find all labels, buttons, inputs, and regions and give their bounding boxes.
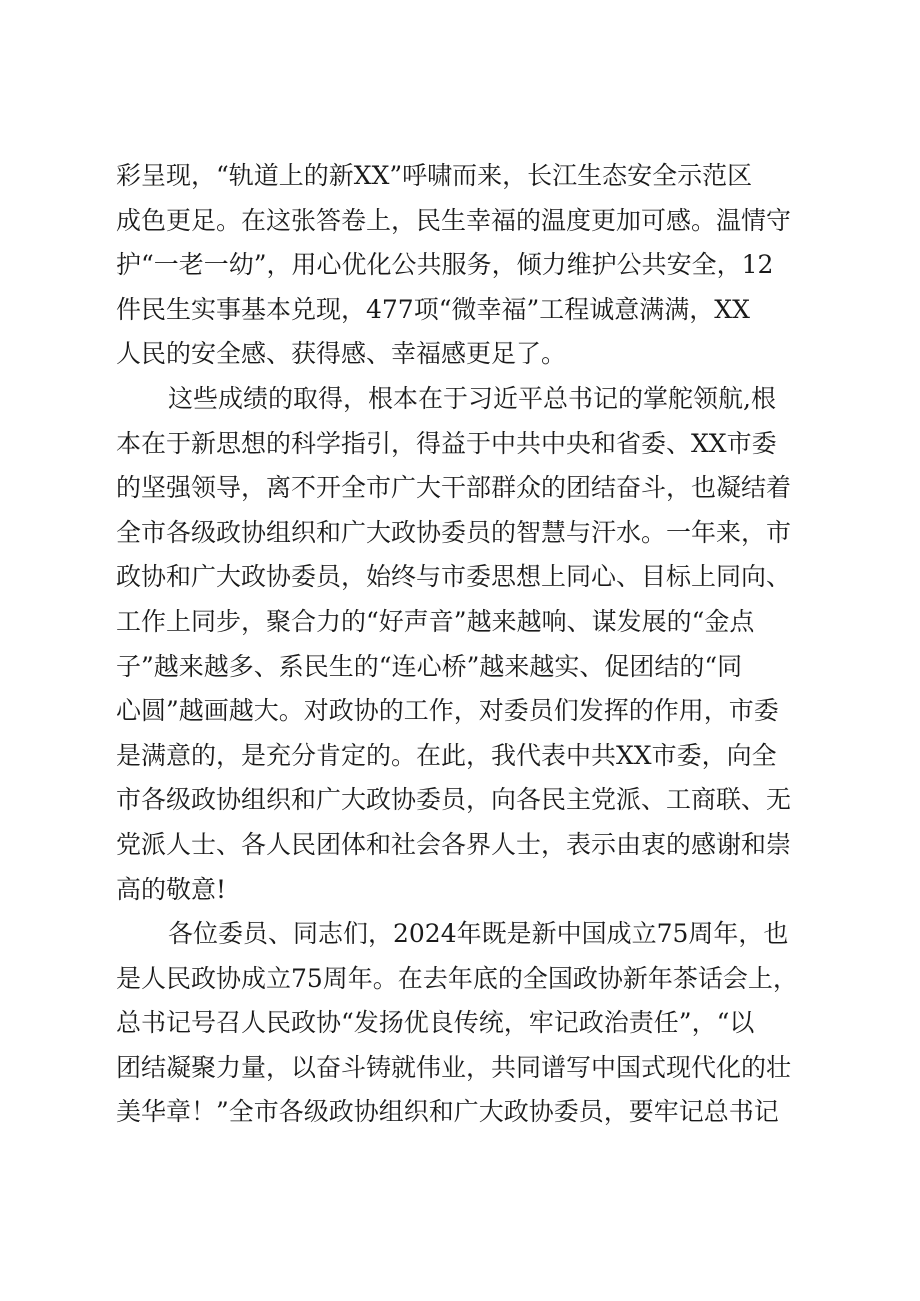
text-line: 政协和广大政协委员，始终与市委思想上同心、目标上同向、 xyxy=(116,562,792,592)
text-line: 人民的安全感、获得感、幸福感更足了。 xyxy=(116,339,567,369)
text-line: 的坚强领导，离不开全市广大干部群众的团结奋斗，也凝结着 xyxy=(116,473,792,503)
paragraph-start-line: 各位委员、同志们，2024年既是新中国成立75周年，也 xyxy=(168,919,789,949)
text-line: 全市各级政协组织和广大政协委员的智慧与汗水。一年来，市 xyxy=(116,517,792,547)
text-line: 团结凝聚力量，以奋斗铸就伟业，共同谱写中国式现代化的壮 xyxy=(116,1052,792,1082)
text-line: 是人民政协成立75周年。在去年底的全国政协新年茶话会上， xyxy=(116,963,798,993)
text-line: 工作上同步，聚合力的“好声音”越来越响、谋发展的“金点 xyxy=(116,606,755,636)
text-line: 成色更足。在这张答卷上，民生幸福的温度更加可感。温情守 xyxy=(116,205,792,235)
text-line: 心圆”越画越大。对政协的工作，对委员们发挥的作用，市委 xyxy=(116,696,779,726)
text-line: 党派人士、各人民团体和社会各界人士，表示由衷的感谢和崇 xyxy=(116,829,792,859)
text-line: 高的敬意! xyxy=(116,874,227,904)
text-line: 市各级政协组织和广大政协委员，向各民主党派、工商联、无 xyxy=(116,785,792,815)
text-line: 彩呈现，“轨道上的新XX”呼啸而来，长江生态安全示范区 xyxy=(116,161,753,190)
paragraph-start-line: 这些成绩的取得，根本在于习近平总书记的掌舵领航,根 xyxy=(168,383,776,413)
text-line: 本在于新思想的科学指引，得益于中共中央和省委、XX市委 xyxy=(116,428,777,458)
text-line: 美华章！”全市各级政协组织和广大政协委员，要牢记总书记 xyxy=(116,1097,779,1127)
text-line: 是满意的，是充分肯定的。在此，我代表中共XX市委，向全 xyxy=(116,740,777,770)
text-line: 件民生实事基本兑现，477项“微幸福”工程诚意满满，XX xyxy=(116,294,750,324)
text-line: 总书记号召人民政协“发扬优良传统，牢记政治责任”，“以 xyxy=(116,1008,755,1038)
text-line: 子”越来越多、系民生的“连心桥”越来越实、促团结的“同 xyxy=(116,651,743,681)
text-line: 护“一老一幼”，用心优化公共服务，倾力维护公共安全，12 xyxy=(116,250,774,280)
body-text xyxy=(116,154,826,1135)
